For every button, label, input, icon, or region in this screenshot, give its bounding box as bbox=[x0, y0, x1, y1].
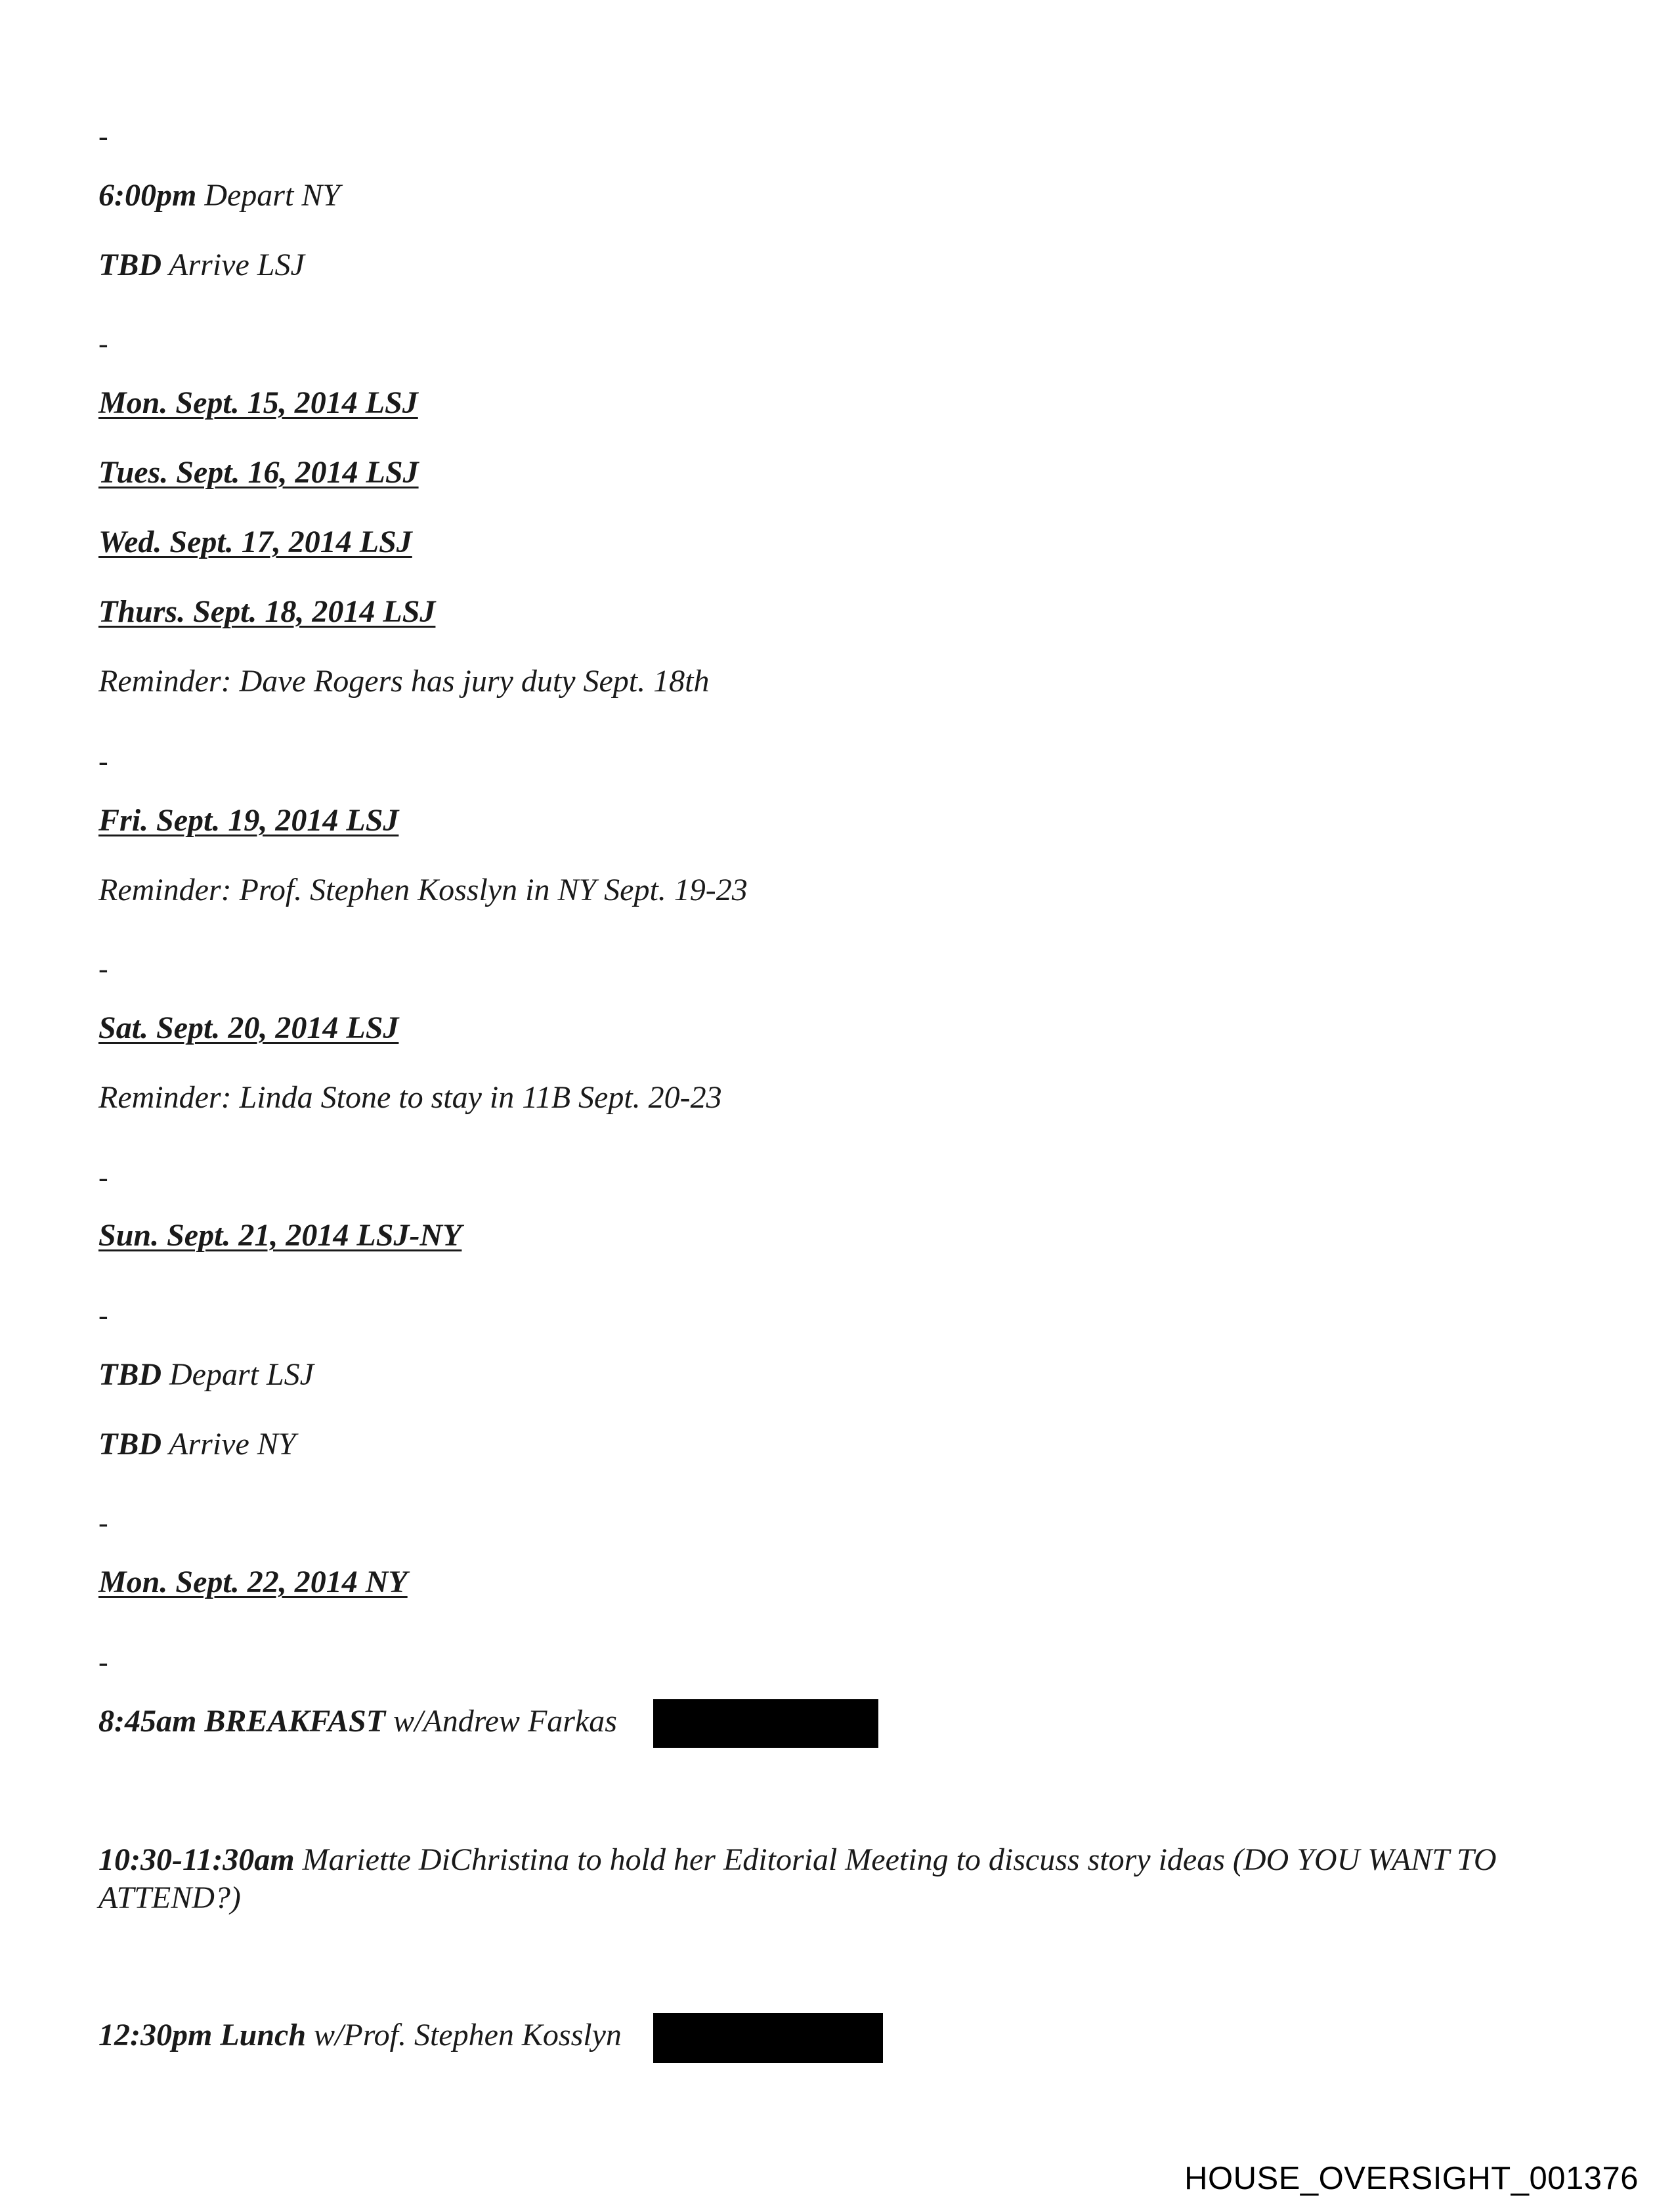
entry-arrive-lsj bbox=[98, 246, 305, 285]
separator-dash: - bbox=[98, 1161, 108, 1194]
entry-text: Depart LSJ bbox=[169, 1357, 314, 1392]
reminder-note: Reminder: Dave Rogers has jury duty Sept. 18th bbox=[98, 664, 710, 699]
separator-dash: - bbox=[98, 1299, 108, 1332]
entry-time: TBD bbox=[98, 1357, 161, 1392]
date-heading: Mon. Sept. 22, 2014 NY bbox=[98, 1565, 408, 1599]
date-heading: Thurs. Sept. 18, 2014 LSJ bbox=[98, 594, 436, 629]
reminder-note: Reminder: Linda Stone to stay in 11B Sept. 20-23 bbox=[98, 1080, 722, 1115]
entry-editorial-meeting bbox=[98, 1841, 1582, 1917]
separator-dash: - bbox=[98, 1646, 108, 1678]
date-heading: Sat. Sept. 20, 2014 LSJ bbox=[98, 1010, 399, 1045]
separator-dash: - bbox=[98, 328, 108, 360]
separator-dash: - bbox=[98, 745, 108, 777]
entry-time: TBD bbox=[98, 1427, 161, 1462]
entry-time: TBD bbox=[98, 248, 161, 282]
date-heading: Mon. Sept. 15, 2014 LSJ bbox=[98, 385, 418, 420]
entry-arrive-ny bbox=[98, 1425, 295, 1464]
date-heading: Sun. Sept. 21, 2014 LSJ-NY bbox=[98, 1218, 462, 1253]
entry-text: w/Prof. Stephen Kosslyn bbox=[314, 2018, 622, 2052]
separator-dash: - bbox=[98, 120, 108, 152]
redaction-block bbox=[653, 2013, 883, 2063]
date-heading: Fri. Sept. 19, 2014 LSJ bbox=[98, 803, 399, 838]
date-heading: Wed. Sept. 17, 2014 LSJ bbox=[98, 525, 412, 559]
entry-text: Arrive NY bbox=[169, 1427, 296, 1462]
entry-depart-ny bbox=[98, 176, 340, 215]
entry-text: Mariette DiChristina to hold her Editorial Meeting to discuss story ideas (DO YOU WANT TO ATTEND?) bbox=[98, 1842, 1497, 1915]
separator-dash: - bbox=[98, 953, 108, 985]
entry-text: w/Andrew Farkas bbox=[393, 1704, 617, 1739]
entry-time: 6:00pm bbox=[98, 178, 197, 213]
entry-text: Depart NY bbox=[204, 178, 341, 213]
entry-time: 10:30-11:30am bbox=[98, 1842, 295, 1877]
entry-time: 12:30pm Lunch bbox=[98, 2018, 307, 2052]
separator-dash: - bbox=[98, 1507, 108, 1539]
entry-lunch bbox=[98, 2016, 622, 2055]
entry-depart-lsj bbox=[98, 1355, 314, 1395]
entry-breakfast bbox=[98, 1702, 617, 1741]
entry-text: Arrive LSJ bbox=[169, 248, 305, 282]
reminder-note: Reminder: Prof. Stephen Kosslyn in NY Sept. 19-23 bbox=[98, 873, 748, 907]
redaction-block bbox=[653, 1699, 878, 1748]
date-heading: Tues. Sept. 16, 2014 LSJ bbox=[98, 455, 419, 490]
bates-number: HOUSE_OVERSIGHT_001376 bbox=[1184, 2161, 1639, 2196]
entry-time: 8:45am BREAKFAST bbox=[98, 1704, 386, 1739]
